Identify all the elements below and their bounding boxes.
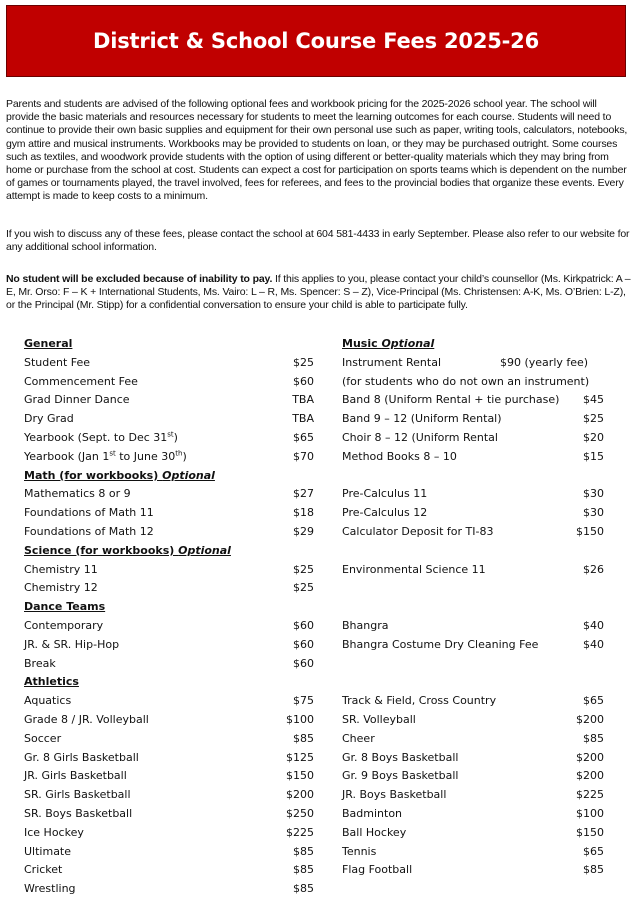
fee-row — [24, 354, 314, 373]
label-text: Ice Hockey — [24, 825, 84, 839]
fee-row — [342, 767, 604, 786]
fee-amount: $30 — [583, 506, 604, 520]
fee-label — [24, 506, 154, 519]
section-title — [24, 337, 72, 350]
fee-amount: $225 — [286, 825, 314, 839]
label-text: Wrestling — [24, 882, 76, 896]
fee-amount: $85 — [583, 863, 604, 877]
fee-row — [342, 373, 604, 392]
fee-row — [24, 391, 314, 410]
fee-amount: $25 — [293, 562, 314, 576]
fee-row — [24, 523, 314, 542]
label-text: Instrument Rental — [342, 355, 442, 369]
fee-amount: $250 — [286, 806, 314, 820]
section-title — [24, 544, 231, 557]
fee-label — [342, 563, 486, 576]
label-text: JR. & SR. Hip-Hop — [24, 637, 120, 651]
fee-row — [342, 561, 604, 580]
label-text: JR. Girls Basketball — [24, 769, 127, 783]
label-text: Gr. 8 Boys Basketball — [342, 750, 459, 764]
ordinal-suffix: st — [109, 449, 116, 458]
section-header — [24, 335, 314, 354]
fee-label — [24, 525, 154, 538]
label-text: Break — [24, 656, 56, 670]
label-text: Bhangra Costume Dry Cleaning Fee — [342, 637, 539, 651]
fee-row — [24, 730, 314, 749]
fee-amount: TBA — [292, 412, 314, 426]
exclusion-paragraph — [6, 273, 631, 313]
fee-row — [342, 617, 604, 636]
fee-label — [342, 713, 416, 726]
fee-amount: $70 — [293, 449, 314, 463]
optional-tag: Optional — [178, 543, 231, 557]
label-text: Flag Football — [342, 863, 413, 877]
fee-label — [24, 412, 74, 425]
label-text: Track & Field, Cross Country — [342, 694, 497, 708]
fee-label — [342, 732, 375, 745]
label-text: Gr. 8 Girls Basketball — [24, 750, 139, 764]
fee-label — [342, 431, 498, 444]
label-text: Dry Grad — [24, 412, 74, 426]
fee-row — [342, 354, 604, 373]
fee-label — [24, 713, 149, 726]
fee-amount: $29 — [293, 524, 314, 538]
fee-label — [342, 638, 538, 651]
label-text: Chemistry 11 — [24, 562, 98, 576]
fee-amount: $225 — [576, 788, 604, 802]
label-text: Environmental Science 11 — [342, 562, 486, 576]
intro-paragraph: Parents and students are advised of the following optional fees and workbook pricing for the 2025-2026 school year. The school will provide the basic materials and resources necessary for students to meet the learning outcomes for each course. Students will need to continue to provide their own basic supplies and equipment for their own personal use such as paper, writing tools, calculators, notebooks, gym attire and musical instruments. Workbooks may be provided to students on loan, or they may be purchased outright. Some courses such as textiles, and woodwork provide students with the option of using different or better-quality materials which they may bring from home or purchase from the school at cost. Students can expect a cost for participation on sports teams which is dependent on the number of games or tournaments played, the travel involved, fees for referees, and fees to the provincial bodies that organize these events. Every attempt is made to keep costs to a minimum. — [6, 98, 628, 203]
fee-amount: $40 — [583, 618, 604, 632]
label-text: Band 8 (Uniform Rental + tie purchase) — [342, 393, 560, 407]
fee-amount: $200 — [576, 750, 604, 764]
fee-row — [24, 485, 314, 504]
fee-amount: $26 — [583, 562, 604, 576]
fee-row — [24, 824, 314, 843]
fee-amount: $100 — [576, 806, 604, 820]
fee-amount: $65 — [293, 430, 314, 444]
fee-row — [24, 617, 314, 636]
fee-row — [342, 636, 604, 655]
fee-label — [24, 694, 71, 707]
label-text: Pre-Calculus 12 — [342, 506, 428, 520]
label-tail: ) — [182, 449, 187, 463]
ordinal-suffix: st — [167, 430, 174, 439]
fee-label — [24, 393, 130, 406]
section-header — [24, 542, 314, 561]
fee-amount: $150 — [576, 825, 604, 839]
fee-label — [24, 845, 71, 858]
fee-label — [342, 826, 406, 839]
section-header — [342, 335, 604, 354]
fee-row — [24, 711, 314, 730]
fee-amount: $200 — [576, 712, 604, 726]
fee-amount: $85 — [293, 882, 314, 896]
fee-row — [342, 523, 604, 542]
fee-label — [24, 657, 56, 670]
fee-label — [342, 619, 388, 632]
fee-row — [342, 786, 604, 805]
fee-row — [24, 843, 314, 862]
label-text: Yearbook (Jan 1 — [24, 449, 110, 463]
fee-row — [342, 824, 604, 843]
fee-row — [24, 749, 314, 768]
fee-amount: $30 — [583, 487, 604, 501]
fee-label — [342, 393, 559, 406]
fee-row — [24, 448, 314, 467]
label-tail: to June 30 — [115, 449, 176, 463]
fee-row — [342, 598, 604, 617]
fee-row — [342, 467, 604, 486]
fee-amount: $85 — [583, 731, 604, 745]
fee-note: $90 (yearly fee) — [500, 355, 589, 369]
label-text: Soccer — [24, 731, 62, 745]
fee-row — [342, 692, 604, 711]
label-text: SR. Girls Basketball — [24, 788, 131, 802]
fee-amount: $85 — [293, 731, 314, 745]
contact-paragraph: If you wish to discuss any of these fees, please contact the school at 604 581-4433 in early September. Please also refer to our website for any additional school information. — [6, 228, 630, 254]
fee-amount: $85 — [293, 863, 314, 877]
fee-label — [342, 487, 427, 500]
fee-amount: $25 — [293, 581, 314, 595]
fee-label — [342, 751, 458, 764]
fee-row — [24, 636, 314, 655]
fee-row — [24, 880, 314, 899]
label-text: Math (for workbooks) — [24, 468, 163, 482]
fee-row — [342, 579, 604, 598]
label-text: Choir 8 – 12 (Uniform Rental — [342, 430, 498, 444]
exclusion-text: If this applies to you, please contact your child’s counsellor (Ms. Kirkpatrick: A – E, Mr. Orso: F – K + International Students, Ms. Vairo: L – R, Ms. Spencer: S – Z), Vice-Principal (Ms. Christensen: A-K, Ms. O’Brien: L-Z), or the Principal (Mr. Stipp) for a confidential conversation to ensure your child is able to participate fully. — [6, 273, 631, 312]
fee-amount: $60 — [293, 637, 314, 651]
fee-row — [342, 448, 604, 467]
fee-label — [24, 882, 76, 895]
label-text: Foundations of Math 12 — [24, 524, 154, 538]
label-text: SR. Boys Basketball — [24, 806, 133, 820]
fee-amount: $65 — [583, 694, 604, 708]
fee-label — [342, 525, 493, 538]
fee-row — [342, 410, 604, 429]
fee-label — [24, 431, 178, 444]
fee-amount: $125 — [286, 750, 314, 764]
fee-row — [342, 655, 604, 674]
label-text: Bhangra — [342, 618, 389, 632]
fee-amount: $150 — [576, 524, 604, 538]
label-text: Gr. 9 Boys Basketball — [342, 769, 459, 783]
label-text: Badminton — [342, 806, 403, 820]
exclusion-bold: No student will be excluded because of inability to pay. — [6, 273, 273, 285]
fee-amount: $100 — [286, 712, 314, 726]
section-title — [342, 337, 434, 350]
title-banner — [6, 5, 626, 77]
fee-label — [24, 769, 127, 782]
fee-label — [342, 807, 402, 820]
right-fee-column — [342, 335, 604, 880]
label-text: JR. Boys Basketball — [342, 788, 447, 802]
fee-label — [24, 732, 61, 745]
fee-row — [24, 692, 314, 711]
fee-label — [342, 375, 589, 388]
fee-label — [342, 450, 457, 463]
label-text: Tennis — [342, 844, 377, 858]
fee-amount: $60 — [293, 656, 314, 670]
fee-amount: $25 — [293, 355, 314, 369]
fee-label — [342, 356, 441, 369]
section-header — [24, 467, 314, 486]
fee-row — [24, 805, 314, 824]
fee-row — [342, 805, 604, 824]
fee-amount: TBA — [292, 393, 314, 407]
fee-row — [24, 410, 314, 429]
fee-amount: $60 — [293, 374, 314, 388]
fee-row — [24, 429, 314, 448]
fee-row — [24, 579, 314, 598]
fee-amount: $40 — [583, 637, 604, 651]
fee-amount: $200 — [576, 769, 604, 783]
fee-label — [24, 826, 84, 839]
label-text: Cheer — [342, 731, 375, 745]
fee-row — [342, 504, 604, 523]
label-text: Chemistry 12 — [24, 581, 98, 595]
optional-tag: Optional — [381, 337, 435, 350]
fee-label — [24, 375, 138, 388]
fee-row — [24, 504, 314, 523]
label-text: Pre-Calculus 11 — [342, 487, 428, 501]
label-text: Band 9 – 12 (Uniform Rental) — [342, 412, 502, 426]
fee-amount: $150 — [286, 769, 314, 783]
fee-amount: $45 — [583, 393, 604, 407]
fee-row — [24, 861, 314, 880]
label-text: Aquatics — [24, 694, 72, 708]
section-title — [24, 469, 215, 482]
fee-amount: $75 — [293, 694, 314, 708]
fee-label — [24, 619, 103, 632]
fee-row — [342, 711, 604, 730]
fee-label — [342, 845, 376, 858]
fee-label — [24, 356, 90, 369]
fee-amount: $27 — [293, 487, 314, 501]
fee-label — [342, 694, 496, 707]
label-text: SR. Volleyball — [342, 712, 416, 726]
label-text: Foundations of Math 11 — [24, 506, 154, 520]
fee-label — [24, 863, 62, 876]
label-text: Cricket — [24, 863, 63, 877]
label-text: Yearbook (Sept. to Dec 31 — [24, 430, 168, 444]
label-text: Student Fee — [24, 355, 91, 369]
fee-amount: $20 — [583, 430, 604, 444]
label-text: Dance Teams — [24, 600, 106, 614]
fee-amount: $65 — [583, 844, 604, 858]
fee-label — [342, 769, 458, 782]
label-tail: ) — [173, 430, 178, 444]
fee-label — [342, 506, 427, 519]
fee-row — [24, 786, 314, 805]
fee-label — [24, 581, 98, 594]
fee-label — [24, 450, 187, 463]
fee-row — [24, 373, 314, 392]
fee-row — [342, 749, 604, 768]
label-text: (for students who do not own an instrument) — [342, 374, 590, 388]
label-text: Music — [342, 337, 382, 350]
fee-label — [24, 751, 139, 764]
fee-row — [342, 673, 604, 692]
label-text: Ball Hockey — [342, 825, 407, 839]
label-text: Ultimate — [24, 844, 72, 858]
section-title — [24, 600, 105, 613]
fee-amount: $25 — [583, 412, 604, 426]
fee-row — [342, 843, 604, 862]
fee-amount: $60 — [293, 618, 314, 632]
section-header — [24, 598, 314, 617]
fee-label — [342, 412, 502, 425]
fee-row — [342, 391, 604, 410]
fee-label — [342, 788, 446, 801]
label-text: Grad Dinner Dance — [24, 393, 130, 407]
label-text: Grade 8 / JR. Volleyball — [24, 712, 149, 726]
fee-row — [342, 730, 604, 749]
label-text: Athletics — [24, 675, 79, 689]
fee-amount: $200 — [286, 788, 314, 802]
label-text: Science (for workbooks) — [24, 543, 179, 557]
fee-label — [24, 788, 131, 801]
fee-row — [342, 429, 604, 448]
fee-row — [342, 485, 604, 504]
label-text: Mathematics 8 or 9 — [24, 487, 131, 501]
fee-label — [24, 563, 98, 576]
section-title — [24, 675, 79, 688]
fee-amount: $85 — [293, 844, 314, 858]
optional-tag: Optional — [162, 468, 215, 482]
ordinal-suffix: th — [175, 449, 183, 458]
label-text: Method Books 8 – 10 — [342, 449, 457, 463]
label-text: Commencement Fee — [24, 374, 138, 388]
fee-row — [24, 655, 314, 674]
label-text: Calculator Deposit for TI-83 — [342, 524, 494, 538]
fee-label — [342, 863, 412, 876]
label-text: General — [24, 337, 73, 350]
fee-row — [342, 542, 604, 561]
fee-label — [24, 638, 119, 651]
label-text: Contemporary — [24, 618, 104, 632]
fee-row — [24, 561, 314, 580]
fee-row — [24, 767, 314, 786]
fee-label — [24, 807, 132, 820]
page-title: District & School Course Fees 2025-26 — [92, 29, 539, 53]
section-header — [24, 673, 314, 692]
fee-label — [24, 487, 131, 500]
left-fee-column — [24, 335, 314, 899]
fee-row — [342, 861, 604, 880]
fee-amount: $15 — [583, 449, 604, 463]
fee-amount: $18 — [293, 506, 314, 520]
